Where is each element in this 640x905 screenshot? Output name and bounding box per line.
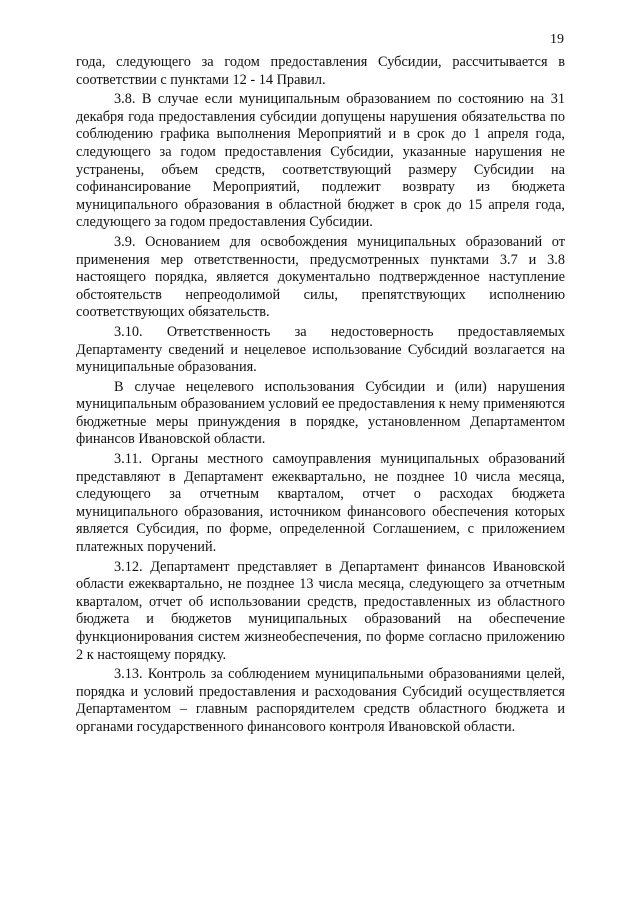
page-number: 19 — [550, 32, 564, 47]
paragraph-3-13: 3.13. Контроль за соблюдением муниципальными образованиями целей, порядка и условий предоставления и расходования Субсидий осуществляется Департаментом – главным распорядителем средств областного бюджета и органами государственного финансового контроля Ивановской области. — [76, 666, 565, 735]
document-body — [76, 54, 565, 739]
paragraph-3-12: 3.12. Департамент представляет в Департамент финансов Ивановской области ежеквартально, не позднее 13 числа месяца, следующего за отчетным кварталом, отчет об использовании средств, предоставленных из областного бюджета и бюджетов муниципальных образований на обеспечение функционирования систем жизнеобеспечения, по форме согласно приложению 2 к настоящему порядку. — [76, 558, 565, 663]
paragraph-3-9: 3.9. Основанием для освобождения муниципальных образований от применения мер ответственности, предусмотренных пунктами 3.7 и 3.8 настоящего порядка, является документально подтвержденное наступление обстоятельств непреодолимой силы, препятствующих исполнению соответствующих обязательств. — [76, 233, 565, 321]
paragraph-3-11: 3.11. Органы местного самоуправления муниципальных образований представляют в Департамент ежеквартально, не позднее 10 числа месяца, следующего за отчетным кварталом, отчет о расходах бюджета муниципального образования, источником финансового обеспечения которых является Субсидия, по форме, определенной Соглашением, с приложением платежных поручений. — [76, 451, 565, 556]
paragraph-misuse: В случае нецелевого использования Субсидии и (или) нарушения муниципальным образованием условий ее предоставления к нему применяются бюджетные меры принуждения в порядке, установленном Департаментом финансов Ивановской области. — [76, 378, 565, 448]
paragraph-3-8: 3.8. В случае если муниципальным образованием по состоянию на 31 декабря года предоставления субсидии допущены нарушения обязательства по соблюдению графика выполнения Мероприятий и в срок до 1 апреля года, следующего за годом предоставления Субсидии, указанные нарушения не устранены, объем средств, соответствующий размеру Субсидии на софинансирование Мероприятий, подлежит возврату из бюджета муниципального образования в областной бюджет в срок до 15 апреля года, следующего за годом предоставления Субсидии. — [76, 91, 565, 231]
paragraph-3-10: 3.10. Ответственность за недостоверность предоставляемых Департаменту сведений и нецелевое использование Субсидий возлагается на муниципальные образования. — [76, 323, 565, 376]
paragraph-continuation: года, следующего за годом предоставления Субсидии, рассчитывается в соответствии с пунктами 12 - 14 Правил. — [76, 54, 565, 88]
